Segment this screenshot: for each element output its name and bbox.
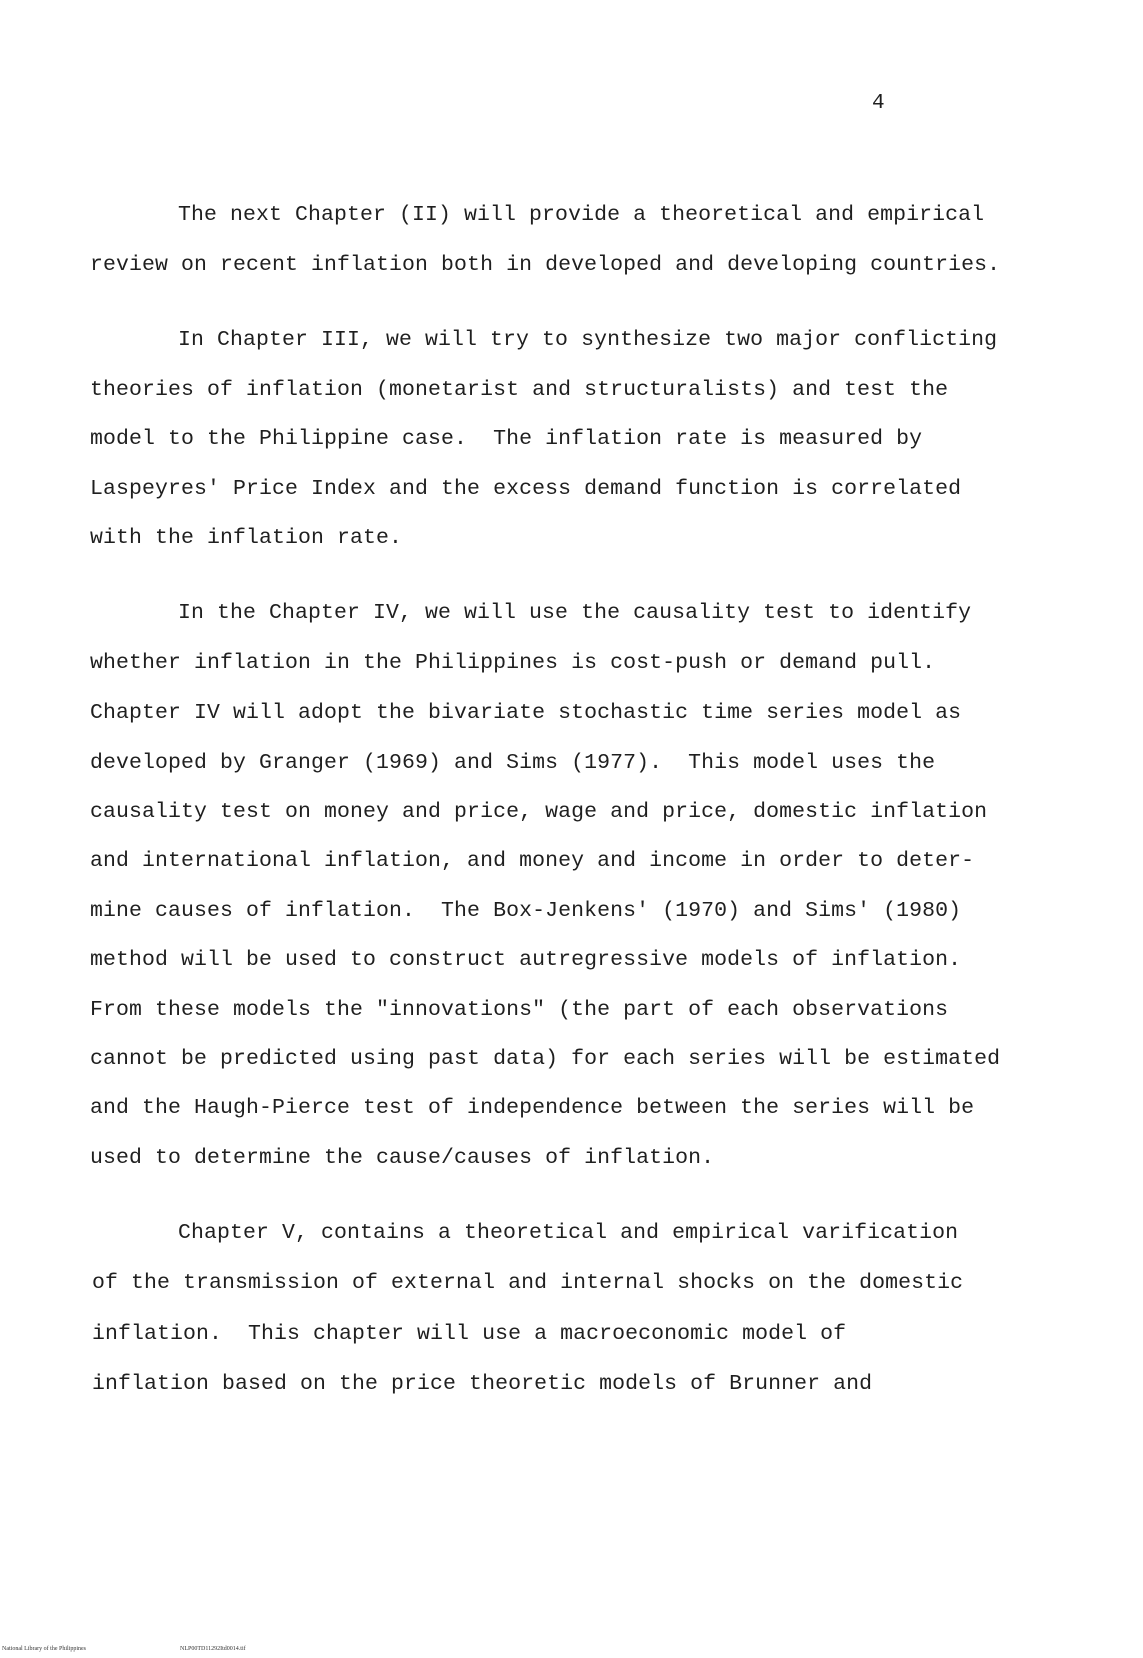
text-line: cannot be predicted using past data) for each series will be estimated — [90, 1047, 1001, 1071]
text-line: Chapter IV will adopt the bivariate stochastic time series model as — [90, 701, 962, 725]
page-number: 4 — [872, 92, 885, 115]
text-line: developed by Granger (1969) and Sims (1977). This model uses the — [90, 751, 936, 775]
text-line: of the transmission of external and internal shocks on the domestic — [92, 1271, 964, 1295]
text-line: method will be used to construct autregressive models of inflation. — [90, 948, 962, 972]
text-line: whether inflation in the Philippines is cost-push or demand pull. — [90, 651, 936, 675]
text-line: and the Haugh-Pierce test of independence between the series will be — [90, 1096, 975, 1120]
text-line: From these models the "innovations" (the part of each observations — [90, 998, 949, 1022]
footer-library-label: National Library of the Philippines — [2, 1646, 86, 1652]
text-line: Chapter V, contains a theoretical and empirical varification — [178, 1221, 959, 1245]
text-line: The next Chapter (II) will provide a theoretical and empirical — [178, 203, 985, 227]
text-line: used to determine the cause/causes of inflation. — [90, 1146, 715, 1170]
text-line: with the inflation rate. — [90, 526, 403, 550]
text-line: inflation based on the price theoretic models of Brunner and — [92, 1372, 873, 1396]
text-line: causality test on money and price, wage and price, domestic inflation — [90, 800, 988, 824]
text-line: mine causes of inflation. The Box-Jenkens' (1970) and Sims' (1980) — [90, 899, 962, 923]
text-line: Laspeyres' Price Index and the excess demand function is correlated — [90, 477, 962, 501]
text-line: model to the Philippine case. The inflation rate is measured by — [90, 427, 923, 451]
text-line: and international inflation, and money and income in order to deter- — [90, 849, 975, 873]
footer-file-label: NLP00TD11292Itd0014.tif — [180, 1646, 246, 1652]
text-line: review on recent inflation both in developed and developing countries. — [90, 253, 1001, 277]
text-line: inflation. This chapter will use a macroeconomic model of — [92, 1322, 847, 1346]
text-line: theories of inflation (monetarist and structuralists) and test the — [90, 378, 949, 402]
text-line: In Chapter III, we will try to synthesize two major conflicting — [178, 328, 998, 352]
text-line: In the Chapter IV, we will use the causality test to identify — [178, 601, 972, 625]
